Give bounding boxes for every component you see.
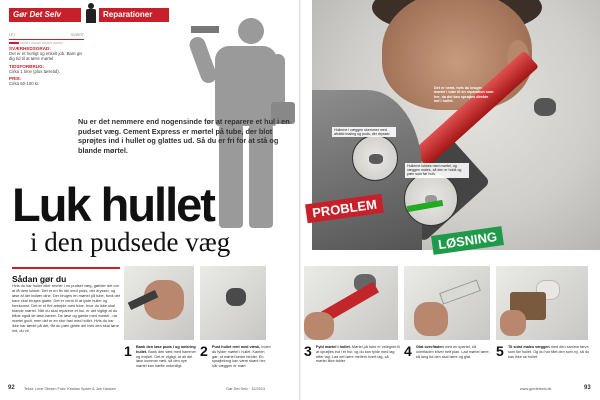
time-title: TIDSFORBRUG: bbox=[9, 63, 45, 69]
step-3-body: Mørtel på tube er velegnet til at sprøjtes ind i et hul, og du kan fylde med lag efter lag. Lad det tørre mellem hvert lag, så mørtel ikke falder. bbox=[316, 345, 400, 364]
rating-high-label: SVÆRT bbox=[70, 33, 84, 37]
step-3-text bbox=[316, 345, 400, 364]
page-number-right: 93 bbox=[584, 385, 591, 391]
page-number-left: 92 bbox=[8, 385, 15, 391]
step-5-bold: Til sidst males væggen bbox=[508, 345, 550, 349]
hero-caption: Det er nemt, hvis du bruger mørtel i tube til en reparation som her, da det kan sprøjtes direkte ind i hullet. bbox=[434, 86, 494, 104]
rating-low-label: LET bbox=[9, 33, 16, 37]
handyman-icon bbox=[83, 3, 99, 25]
price-text: Cirka 50-100 kr. bbox=[9, 81, 40, 87]
difficulty-title: SVÆRHEDSGRAD: bbox=[9, 46, 51, 51]
step-4-text bbox=[416, 345, 492, 359]
step-5-number: 5 bbox=[496, 343, 504, 359]
step-1-photo bbox=[124, 266, 194, 340]
step-5 bbox=[496, 266, 588, 386]
step-1-bold: Bank den løse puds i og omkring hullet. bbox=[136, 345, 196, 354]
solution-caption: Hullerne lukkes med mørtel, og væggen males, så den er holdt og pæn som før huls. bbox=[405, 163, 469, 178]
credits: Tekst: Lene Olesen Foto: Kristian Spahr & Jan Hansen bbox=[24, 387, 117, 391]
step-2-photo bbox=[200, 266, 266, 340]
solution-tag: LØSNING bbox=[431, 226, 504, 255]
step-4-photo bbox=[404, 266, 490, 340]
step-2-body: inden du fylder mørtel i hullet. Kanten gør, at mørtel bedre binder. En sprøjtebrug kan være skønt her, når væggen er mørt. bbox=[212, 345, 271, 369]
difficulty-text: Det er et hurtigt og enkelt job. Bare giv dig tid til at tørre mørtel. bbox=[9, 51, 83, 62]
step-4-bold: Glat overfladen bbox=[416, 345, 444, 349]
step-4-number: 4 bbox=[404, 343, 412, 359]
article-subheadline: i den pudsede væg bbox=[30, 227, 231, 257]
howto-body: Hvis du har huller eller revner i en pudset væg, gælder det om at få dem lukket. Det er en fin ide med puds, der drysser, og løse af det indtær dine. Der bruges en mørtel på tube, fordi det bare skal bruges glatte. Det er nemt til at lyste huller og forekomst. Det er et fint arbejde med tube, hvor du ikke skal blande mørtel. Når du skal reparere et hul, er det vigtigt at du både også de løse kanter. De løse og gamle med mørtel - da mørtel godt, men det er en stor fast med hullet. Hvis du har ikke har tænkt på det, får du pæn glatte del hvis den skal tørre ind, du vil. bbox=[12, 283, 120, 333]
step-2-number: 2 bbox=[200, 343, 208, 359]
step-1 bbox=[124, 266, 194, 386]
problem-tag: PROBLEM bbox=[305, 194, 384, 224]
step-4 bbox=[404, 266, 490, 386]
website: www.gordetselv.dk bbox=[520, 387, 552, 391]
step-1-number: 1 bbox=[124, 343, 132, 359]
wall-hole-image bbox=[534, 98, 556, 116]
step-2-text bbox=[212, 345, 272, 369]
howto-title: Sådan gør du bbox=[12, 274, 67, 284]
article-intro: Nu er det nemmere end nogensinde før at reparere et hul i en pudset væg. Cement Express er mørtel på tube, der blot sprøjtes ind i hullet og glattes ud. Så du er fri for at stå og blande mørtel. bbox=[78, 117, 290, 155]
step-1-body: Bank den væk med hammer og mejsel. Det er vigtigt, at alt det løse kommer væk, så den nye mørtel kan hæfte ordentligt. bbox=[136, 349, 196, 369]
problem-caption: Hullerne i væggen skemmer med afslidd maling og puds, der drysser. bbox=[332, 127, 396, 137]
step-3-number: 3 bbox=[304, 343, 312, 359]
badge-reparationer: Reparationer bbox=[99, 8, 169, 22]
time-text: Cirka 1 time (plus tørretid). bbox=[9, 68, 60, 74]
howto-header bbox=[12, 267, 120, 284]
step-3-bold: Fyld mørtel i hullet. bbox=[316, 345, 351, 349]
step-5-body: med den samme farve som før hullet. Og du har fået den som ny, så du kan ikke se hullet. bbox=[508, 345, 590, 359]
section-badge bbox=[9, 8, 159, 22]
step-5-photo bbox=[496, 266, 588, 340]
problem-circle bbox=[352, 135, 398, 181]
badge-gor-det-selv: Gør Det Selv bbox=[9, 8, 81, 22]
step-2-bold: Pust hullet rent med væsk, bbox=[212, 345, 261, 349]
step-3-photo bbox=[304, 266, 398, 340]
step-4-body: med en spartel, så overfladen bliver helt plan. Lad mørtel tørre, så lang tid den skal tørre og glat. bbox=[416, 345, 490, 359]
difficulty-scale bbox=[9, 33, 84, 40]
step-2 bbox=[200, 266, 271, 386]
price-title: PRIS: bbox=[9, 76, 22, 82]
difficulty-meter bbox=[9, 42, 84, 44]
step-5-text bbox=[508, 345, 590, 359]
article-headline: Luk hullet bbox=[12, 178, 214, 231]
difficulty-infobox bbox=[9, 33, 84, 113]
step-3 bbox=[304, 266, 398, 386]
solution-circle bbox=[404, 172, 458, 226]
issue-info: Gør Det Selv · 12/2013 bbox=[226, 387, 266, 391]
step-1-text bbox=[136, 345, 198, 369]
